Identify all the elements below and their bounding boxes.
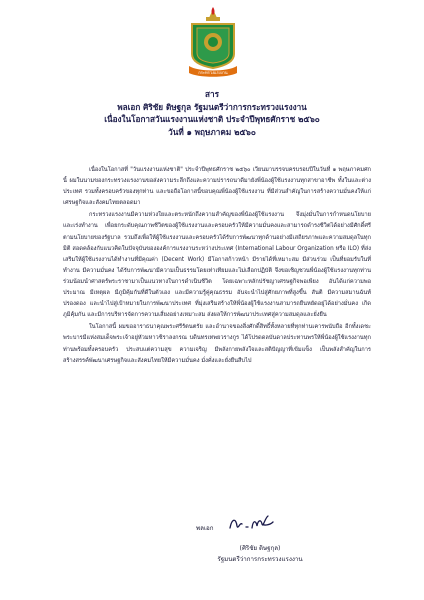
header-line-title: สาร (205, 89, 219, 99)
signature-position: รัฐมนตรีว่าการกระทรวงแรงงาน (217, 556, 303, 563)
signature-rank: พลเอก (196, 525, 214, 532)
signature-block (200, 543, 320, 565)
seal-emblem-icon (186, 6, 240, 78)
signature-full-name: (ศิริชัย ดิษฐกุล) (239, 545, 281, 552)
message-body (63, 165, 371, 368)
header-line-date: วันที่ ๑ พฤษภาคม ๒๕๖๐ (168, 126, 256, 137)
message-header (0, 88, 424, 138)
seal-text: กระทรวงแรงงาน (198, 70, 228, 75)
ministry-of-labour-seal (186, 6, 240, 78)
header-line-occasion: เนื่องในโอกาสวันแรงงานแห่งชาติ ประจำปีพุทธศักราช ๒๕๖๐ (104, 114, 320, 124)
body-paragraph-2: กระทรวงแรงงานมีความห่วงใยและตระหนักถึงความสำคัญของพี่น้องผู้ใช้แรงงาน จึงมุ่งมั่นในการกำหนดนโยบายและเร่งทำงาน เพื่อยกระดับคุณภาพชีวิตของผู้ใช้แรงงานและครอบครัวให้มีความมั่นคงและสามารถดำรงชีวิตได้อย่างมีศักดิ์ศรีตามนโยบายของรัฐบาล รวมถึงเพื่อให้ผู้ใช้แรงงานและครอบครัวได้รับการพัฒนาทุกด้านอย่างมีเสถียรภาพและความสมดุลในทุกมิติ สอดคล้องกับแนวคิดในปัจจุบันขององค์การแรงงานระหว่างประเทศ (International Labour Organization หรือ ILO) ที่ส่งเสริมให้ผู้ใช้แรงงานได้ทำงานที่มีคุณค่า (Decent Work) มีโอกาสก้าวหน้า มีรายได้ที่เหมาะสม มีส่วนร่วม เป็นที่ยอมรับในที่ทำงาน มีความมั่นคง ได้รับการพัฒนามีความเป็นธรรมโดยเท่าเทียมและไม่เลือกปฏิบัติ จึงขอเชิญชวนพี่น้องผู้ใช้แรงงานทุกท่านร่วมน้อมนำศาสตร์พระราชามาเป็นแนวทางในการดำเนินชีวิต โดยเฉพาะหลักปรัชญาเศรษฐกิจพอเพียง อันได้แก่ความพอประมาณ มีเหตุผล มีภูมิคุ้มกันที่ดีในตัวเอง และมีความรู้คู่คุณธรรม อันจะนำไปสู่ศักยภาพที่สูงขึ้น สันติ มีความสมานฉันท์ปรองดอง และนำไปสู่เป้าหมายในการพัฒนาประเทศ ที่มุ่งเสริมสร้างให้พี่น้องผู้ใช้แรงงานสามารถยืนหยัดอยู่ได้อย่างมั่นคง เกิดภูมิคุ้มกัน และมีการบริหารจัดการความเสี่ยงอย่างเหมาะสม ส่งผลให้การพัฒนาประเทศสู่ความสมดุลและยั่งยืน (63, 212, 371, 319)
handwritten-signature (226, 512, 276, 534)
body-paragraph-1: เนื่องในโอกาสที่ "วันแรงงานแห่งชาติ" ประจำปีพุทธศักราช ๒๕๖๐ เวียนมาบรรจบครบรอบปีในวันที่ ๑ พฤษภาคมศกนี้ ผมในนามของกระทรวงแรงงานขอส่งความระลึกถึงและความปรารถนาดีมายังพี่น้องผู้ใช้แรงงานทุกสาขาอาชีพ ทั้งในและต่างประเทศ รวมทั้งครอบครัวของทุกท่าน และขอถือโอกาสนี้ขอบคุณพี่น้องผู้ใช้แรงงาน ที่มีส่วนสำคัญในการสร้างความมั่นคงให้แก่เศรษฐกิจและสังคมไทยตลอดมา (63, 167, 371, 207)
header-line-minister: พลเอก ศิริชัย ดิษฐกุล รัฐมนตรีว่าการกระทรวงแรงงาน (117, 101, 307, 112)
body-paragraph-3: ในโอกาสนี้ ผมขออาราธนาคุณพระศรีรัตนตรัย และอำนาจของสิ่งศักดิ์สิทธิ์ทั้งหลายที่ทุกท่านเคารพนับถือ อีกทั้งเดชะพระบารมีแห่งสมเด็จพระเจ้าอยู่หัวมหาวชิราลงกรณ บดินทรเทพยวรางกูร ได้โปรดดลบันดาลประทานพรให้พี่น้องผู้ใช้แรงงานทุกท่านพร้อมทั้งครอบครัว ประสบแต่ความสุข ความเจริญ มีพลังกายพลังใจและสติปัญญาที่เข้มแข็ง เป็นพลังสำคัญในการสร้างสรรค์พัฒนาเศรษฐกิจและสังคมไทยให้มีความมั่นคง มั่งคั่งและยั่งยืนสืบไป (63, 324, 371, 364)
